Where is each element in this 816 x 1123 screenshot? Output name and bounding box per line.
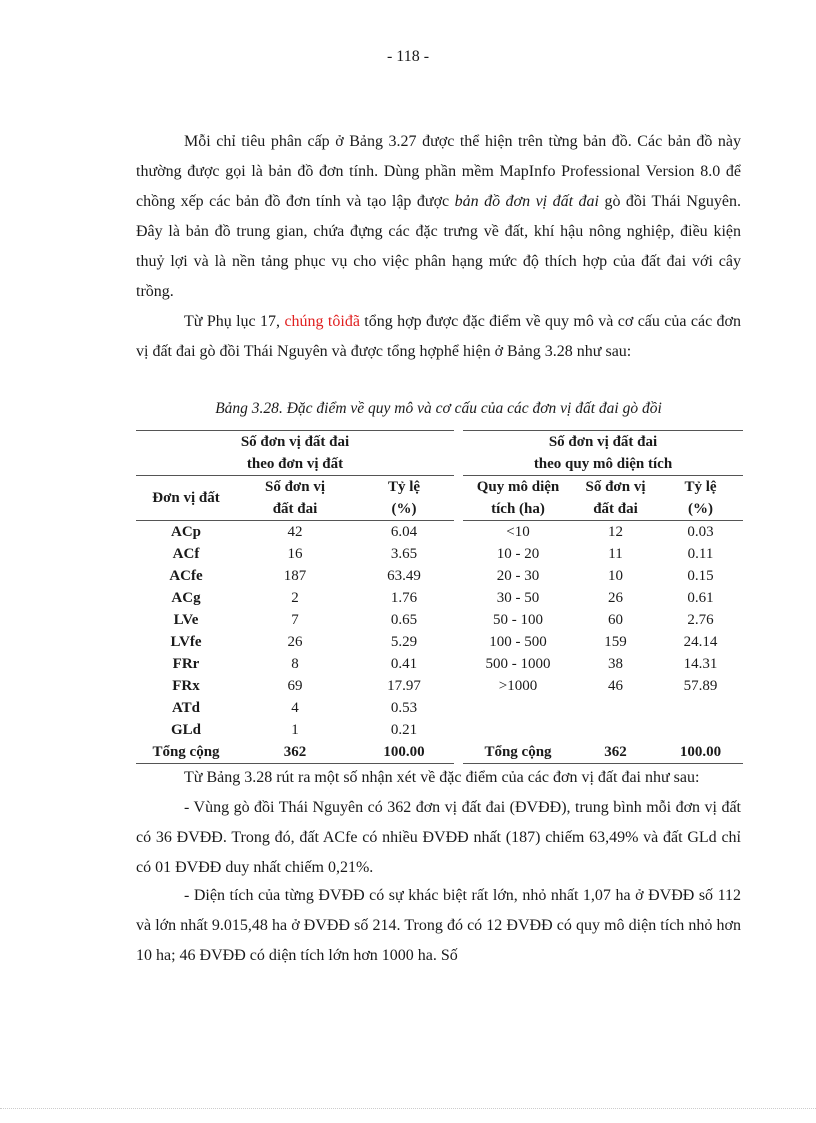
table-caption xyxy=(136,400,741,418)
col-header-count-1: Số đơn vị xyxy=(585,479,646,495)
table-row xyxy=(136,543,454,565)
col-header-pct-1: Tỷ lệ xyxy=(684,479,717,495)
cell-count: 11 xyxy=(608,546,623,562)
table-row xyxy=(463,543,743,565)
cell-size: 500 - 1000 xyxy=(485,656,551,672)
page-bottom-border xyxy=(0,1108,816,1109)
cell-total-pct: 100.00 xyxy=(383,744,425,760)
cell-pct: 0.15 xyxy=(687,568,714,584)
col-header-count-2: đất đai xyxy=(272,501,318,517)
cell-unit: ACp xyxy=(170,524,201,540)
cell-unit: GLd xyxy=(170,722,201,738)
table-row-empty xyxy=(463,697,743,719)
cell-count: 42 xyxy=(287,524,303,540)
right-group-header-1: Số đơn vị đất đai xyxy=(548,434,658,450)
cell-size: 20 - 30 xyxy=(496,568,540,584)
paragraph-4: - Vùng gò đồi Thái Nguyên có 362 đơn vị đất đai (ĐVĐĐ), trung bình mỗi đơn vị đất có 36 ĐVĐĐ. Trong đó, đất ACfe có nhiều ĐVĐĐ nhất (187) chiếm 63,49% và đất GLd chỉ có 01 ĐVĐĐ duy nhất chiếm 0,21%. xyxy=(136,799,741,876)
paragraph-2-highlight: chúng tôiđã xyxy=(284,313,360,330)
cell-pct: 57.89 xyxy=(683,678,718,694)
col-header-unit: Đơn vị đất xyxy=(152,490,220,506)
caption-text: . Đặc điểm về quy mô và cơ cấu của các đơn vị đất đai gò đồi xyxy=(278,400,662,417)
cell-size: 10 - 20 xyxy=(496,546,540,562)
cell-unit: ACg xyxy=(171,590,201,606)
cell-pct: 1.76 xyxy=(390,590,418,606)
cell-pct: 0.21 xyxy=(390,722,418,738)
table-row xyxy=(463,631,743,653)
cell-pct: 24.14 xyxy=(683,634,718,650)
table-row xyxy=(463,653,743,675)
cell-count: 60 xyxy=(608,612,623,628)
left-group-header-2: theo đơn vị đất xyxy=(246,456,344,472)
table-row xyxy=(136,719,454,741)
table-total-row xyxy=(136,741,454,764)
table-row xyxy=(136,609,454,631)
cell-count: 8 xyxy=(291,656,299,672)
cell-pct: 0.61 xyxy=(687,590,714,606)
paragraph-1-text: Mỗi chỉ tiêu phân cấp ở Bảng 3.27 được thể hiện trên từng bản đồ. Các bản đồ này thường được gọi là bản đồ đơn tính. Dùng phần mềm MapInfo Professional Version 8.0 để chồng xếp các bản đồ đơn tính và tạo lập được xyxy=(136,133,741,210)
cell-count: 12 xyxy=(608,524,623,540)
cell-unit: ATd xyxy=(171,700,201,716)
cell-pct: 63.49 xyxy=(387,568,421,584)
cell-total-count: 362 xyxy=(283,744,307,760)
cell-pct: 5.29 xyxy=(390,634,418,650)
table-row xyxy=(463,587,743,609)
paragraph-1-italic: bản đồ đơn vị đất đai xyxy=(454,193,599,210)
cell-unit: LVe xyxy=(173,612,199,628)
paragraph-5: - Diện tích của từng ĐVĐĐ có sự khác biệt rất lớn, nhỏ nhất 1,07 ha ở ĐVĐĐ số 112 và lớn nhất 9.015,48 ha ở ĐVĐĐ số 214. Trong đó có 12 ĐVĐĐ có quy mô diện tích nhỏ hơn 10 ha; 46 ĐVĐĐ có diện tích lớn hơn 1000 ha. Số xyxy=(136,887,741,964)
cell-unit: ACf xyxy=(172,546,200,562)
table-row xyxy=(136,631,454,653)
col-header-pct-2: (%) xyxy=(391,501,417,517)
table-row xyxy=(463,565,743,587)
paragraph-2-start: Từ Phụ lục 17, xyxy=(184,313,285,330)
paragraph-2-end: tổng hợp được đặc điểm về quy mô và cơ cấu của các đơn vị đất đai gò đồi Thái Nguyên và được tổng hợphể hiện ở Bảng 3.28 như sau: xyxy=(136,313,742,360)
col-header-count-1: Số đơn vị xyxy=(265,479,325,495)
cell-pct: 0.11 xyxy=(687,546,714,562)
cell-size: <10 xyxy=(506,524,530,540)
cell-count: 10 xyxy=(608,568,623,584)
table-total-row xyxy=(463,741,743,764)
cell-pct: 0.65 xyxy=(390,612,418,628)
cell-size: 30 - 50 xyxy=(496,590,540,606)
cell-unit: LVfe xyxy=(170,634,202,650)
cell-count: 38 xyxy=(608,656,623,672)
cell-count: 46 xyxy=(608,678,623,694)
table-row xyxy=(463,609,743,631)
col-header-size-2: tích (ha) xyxy=(491,501,545,517)
paragraph-1 xyxy=(136,127,741,307)
cell-count: 26 xyxy=(287,634,303,650)
cell-total-label: Tổng cộng xyxy=(152,744,220,760)
cell-count: 4 xyxy=(291,700,299,716)
table-row-empty xyxy=(463,719,743,741)
cell-total-pct: 100.00 xyxy=(679,744,722,760)
cell-unit: FRr xyxy=(172,656,200,672)
cell-unit: FRx xyxy=(172,678,200,694)
paragraph-3: Từ Bảng 3.28 rút ra một số nhận xét về đặc điểm của các đơn vị đất đai như sau: xyxy=(184,769,700,786)
table-row xyxy=(136,565,454,587)
table-row xyxy=(136,587,454,609)
cell-count: 187 xyxy=(283,568,307,584)
cell-pct: 2.76 xyxy=(687,612,714,628)
cell-pct: 3.65 xyxy=(390,546,418,562)
table-row xyxy=(136,697,454,719)
right-group-header-2: theo quy mô diện tích xyxy=(533,456,673,472)
paragraph-1-end: gò đồi Thái Nguyên. Đây là bản đồ trung gian, chứa đựng các đặc trưng về đất, khí hậu nông nghiệp, điều kiện thuỷ lợi và là nền tảng phục vụ cho việc phân hạng mức độ thích hợp của đất đai với cây trồng. xyxy=(136,193,741,300)
table-by-area-size xyxy=(463,430,743,764)
table-row xyxy=(463,675,743,697)
table-row xyxy=(136,521,454,544)
cell-count: 69 xyxy=(287,678,303,694)
table-by-soil-unit xyxy=(136,430,454,764)
cell-size: 100 - 500 xyxy=(489,634,547,650)
paragraph-2 xyxy=(136,307,741,367)
cell-size: 50 - 100 xyxy=(493,612,543,628)
cell-pct: 6.04 xyxy=(390,524,418,540)
cell-count: 2 xyxy=(291,590,299,606)
cell-unit: ACfe xyxy=(169,568,203,584)
cell-pct: 0.03 xyxy=(687,524,714,540)
cell-count: 1 xyxy=(291,722,299,738)
caption-label: Bảng 3.28 xyxy=(215,400,279,417)
cell-pct: 17.97 xyxy=(387,678,421,694)
col-header-pct-1: Tỷ lệ xyxy=(387,479,421,495)
cell-count: 26 xyxy=(608,590,623,606)
cell-total-label: Tổng cộng xyxy=(484,744,552,760)
col-header-pct-2: (%) xyxy=(688,501,713,517)
cell-total-count: 362 xyxy=(604,744,627,760)
cell-size: >1000 xyxy=(498,678,538,694)
col-header-count-2: đất đai xyxy=(593,501,638,517)
cell-count: 7 xyxy=(291,612,299,628)
col-header-size-1: Quy mô diện xyxy=(476,479,560,495)
table-row xyxy=(463,521,743,544)
table-row xyxy=(136,653,454,675)
page-number: - 118 - xyxy=(386,48,430,65)
left-group-header-1: Số đơn vị đất đai xyxy=(240,434,350,450)
cell-count: 16 xyxy=(287,546,303,562)
cell-pct: 14.31 xyxy=(683,656,718,672)
cell-pct: 0.53 xyxy=(390,700,418,716)
cell-count: 159 xyxy=(604,634,627,650)
cell-pct: 0.41 xyxy=(390,656,418,672)
table-row xyxy=(136,675,454,697)
